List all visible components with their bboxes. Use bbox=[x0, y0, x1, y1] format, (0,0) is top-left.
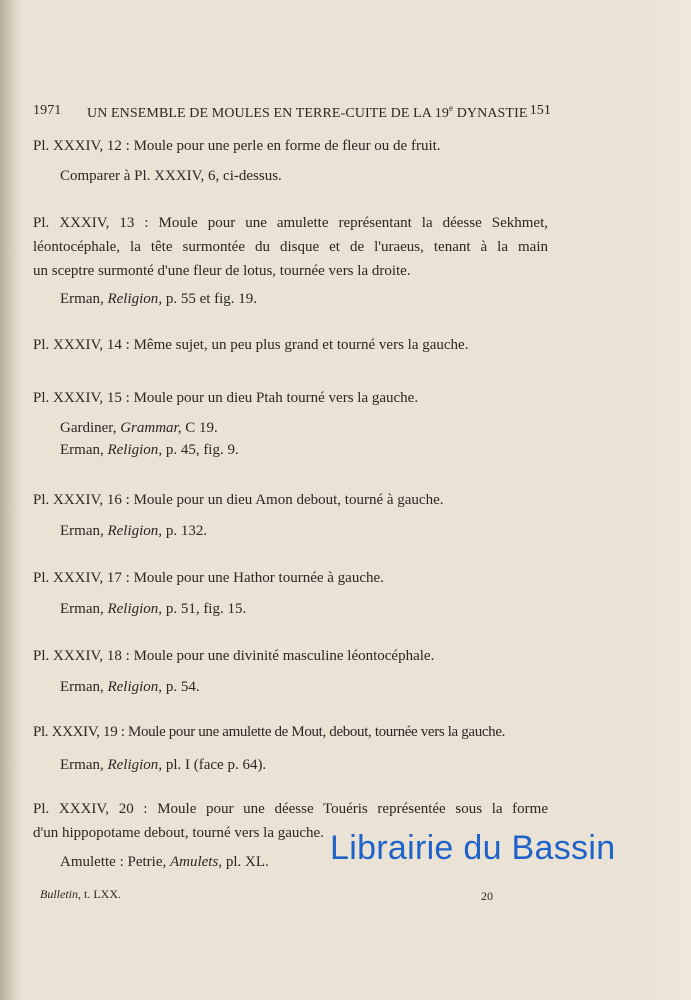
page-edge-highlight bbox=[631, 0, 691, 1000]
entry-12-reference: Comparer à Pl. XXXIV, 6, ci-dessus. bbox=[60, 168, 282, 184]
page-gutter-shadow bbox=[0, 0, 22, 1000]
footer-bulletin-title: Bulletin, bbox=[40, 887, 81, 901]
entry-15-line-1: Pl. XXXIV, 15 : Moule pour un dieu Ptah tourné vers la gauche. bbox=[33, 390, 419, 406]
entry-13-line-2: léontocéphale, la tête surmontée du disque et de l'uraeus, tenant à la main bbox=[33, 239, 548, 255]
entry-20-reference bbox=[60, 850, 269, 874]
reference-author: Amulette : Petrie, bbox=[60, 854, 170, 870]
watermark-text: Librairie du Bassin bbox=[330, 829, 616, 867]
reference-pages: , p. 45, fig. 9. bbox=[158, 442, 239, 458]
entry-19-reference bbox=[60, 753, 266, 777]
entry-13-line-3: un sceptre surmonté d'une fleur de lotus, tournée vers la droite. bbox=[33, 263, 411, 279]
reference-work: Religion bbox=[107, 442, 159, 458]
entry-20-line-2: d'un hippopotame debout, tourné vers la gauche. bbox=[33, 825, 324, 841]
footer-signature-number: 20 bbox=[481, 889, 493, 903]
running-head-title-sup: e bbox=[449, 103, 454, 113]
reference-author: Erman, bbox=[60, 523, 108, 539]
running-head bbox=[33, 103, 551, 123]
reference-author: Erman, bbox=[60, 601, 108, 617]
reference-pages: , pl. I (face p. 64). bbox=[158, 757, 267, 773]
page-number: 151 bbox=[529, 103, 551, 118]
entry-14-line-1: Pl. XXXIV, 14 : Même sujet, un peu plus grand et tourné vers la gauche. bbox=[33, 337, 469, 353]
reference-work: Religion, bbox=[107, 523, 163, 539]
entry-18-line-1: Pl. XXXIV, 18 : Moule pour une divinité masculine léontocéphale. bbox=[33, 648, 435, 664]
reference-work: Grammar, bbox=[120, 420, 182, 436]
running-head-title-end: DYNASTIE bbox=[453, 106, 528, 121]
footer-bulletin bbox=[40, 887, 121, 902]
running-head-year: 1971 bbox=[33, 103, 62, 118]
reference-work: Amulets bbox=[169, 854, 219, 870]
reference-author: Erman, bbox=[60, 679, 108, 695]
reference-author: Erman, bbox=[60, 291, 108, 307]
reference-pages: C 19. bbox=[181, 420, 218, 436]
entry-15-reference-1 bbox=[60, 416, 218, 440]
reference-pages: p. 51, fig. 15. bbox=[162, 601, 247, 617]
entry-13-line-1: Pl. XXXIV, 13 : Moule pour une amulette représentant la déesse Sekhmet, bbox=[33, 215, 548, 231]
entry-16-reference bbox=[60, 519, 207, 543]
reference-work: Religion, bbox=[107, 601, 163, 617]
reference-work: Religion, bbox=[107, 679, 163, 695]
entry-13-reference bbox=[60, 287, 257, 311]
entry-15-reference-2 bbox=[60, 438, 239, 462]
running-head-title-main: UN ENSEMBLE DE MOULES EN TERRE-CUITE DE LA 19 bbox=[87, 106, 449, 121]
entry-20-line-1: Pl. XXXIV, 20 : Moule pour une déesse Touéris représentée sous la forme bbox=[33, 801, 548, 817]
entry-17-line-1: Pl. XXXIV, 17 : Moule pour une Hathor tournée à gauche. bbox=[33, 570, 384, 586]
entry-12-line-1: Pl. XXXIV, 12 : Moule pour une perle en forme de fleur ou de fruit. bbox=[33, 138, 441, 154]
reference-pages: , p. 55 et fig. 19. bbox=[158, 291, 258, 307]
reference-pages: p. 54. bbox=[162, 679, 200, 695]
reference-work: Religion bbox=[107, 757, 159, 773]
entry-17-reference bbox=[60, 597, 246, 621]
reference-pages: p. 132. bbox=[162, 523, 208, 539]
entry-16-line-1: Pl. XXXIV, 16 : Moule pour un dieu Amon debout, tourné à gauche. bbox=[33, 492, 444, 508]
reference-work: Religion bbox=[107, 291, 159, 307]
reference-author: Gardiner, bbox=[60, 420, 121, 436]
running-head-title bbox=[87, 103, 528, 122]
reference-pages: , pl. XL. bbox=[218, 854, 269, 870]
footer-tome: t. LXX. bbox=[81, 887, 121, 901]
reference-author: Erman, bbox=[60, 757, 108, 773]
entry-19-line-1: Pl. XXXIV, 19 : Moule pour une amulette de Mout, debout, tournée vers la gauche. bbox=[33, 724, 506, 740]
entry-18-reference bbox=[60, 675, 200, 699]
reference-author: Erman, bbox=[60, 442, 108, 458]
